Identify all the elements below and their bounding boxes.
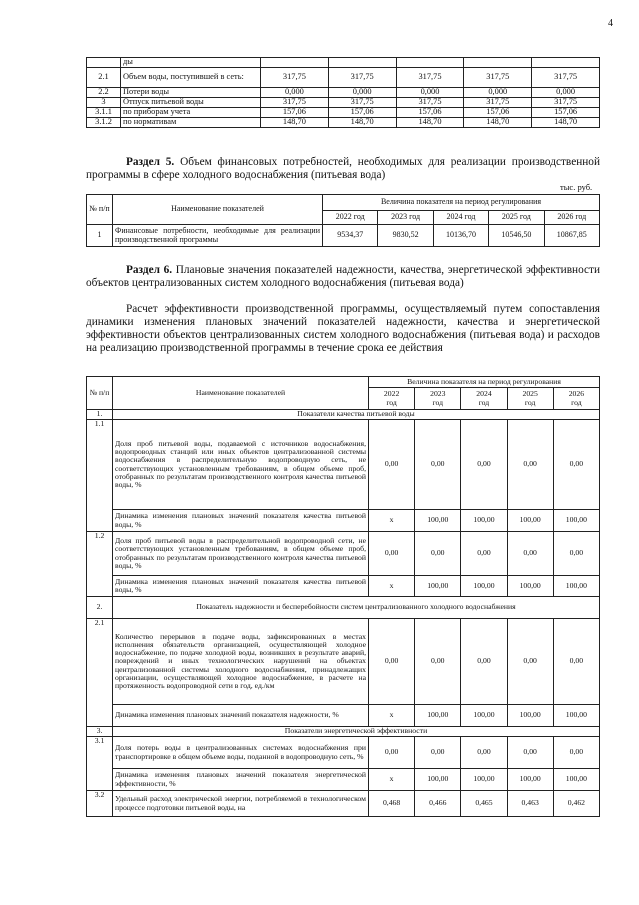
cell-value: 0,000 — [532, 88, 600, 98]
cell-value: 317,75 — [328, 98, 396, 108]
cell-value: 0,00 — [507, 619, 553, 705]
cell-value: 0,00 — [553, 737, 599, 769]
table-row — [87, 510, 600, 532]
table-row — [87, 410, 600, 420]
section6-label: Раздел 6. — [126, 264, 173, 276]
section5-title: Объем финансовых потребностей, необходимых для реализации производственной программы в сфере холодного водоснабжения (питьевая вода) — [86, 156, 600, 181]
section-number: 1. — [87, 410, 113, 420]
cell-value: 0,00 — [553, 420, 599, 510]
cell-value: 0,00 — [369, 619, 415, 705]
t2-year: 2026 год — [544, 211, 599, 225]
table-row — [87, 58, 600, 68]
units-label: тыс. руб. — [560, 182, 593, 192]
row-name: Потери воды — [121, 88, 261, 98]
cell-value — [261, 58, 329, 68]
cell-value: 148,70 — [464, 118, 532, 128]
cell-value: 100,00 — [553, 510, 599, 532]
table-row — [87, 619, 600, 705]
section5-label: Раздел 5. — [126, 156, 175, 168]
cell-value: 317,75 — [261, 68, 329, 88]
cell-value: 0,00 — [507, 420, 553, 510]
cell-value: 9830,52 — [378, 225, 433, 247]
cell-value — [532, 58, 600, 68]
t3-year: 2023 год — [415, 388, 461, 410]
row-name: Динамика изменения плановых значений показателя качества питьевой воды, % — [113, 510, 369, 532]
cell-value: 0,00 — [461, 532, 507, 576]
row-number: 2.1 — [87, 619, 113, 727]
cell-value: 0,462 — [553, 791, 599, 817]
section-number: 3. — [87, 727, 113, 737]
t3-header-value: Величина показателя на период регулирования — [369, 377, 600, 388]
cell-value: 0,463 — [507, 791, 553, 817]
cell-value: 0,00 — [415, 420, 461, 510]
row-name: Финансовые потребности, необходимые для реализации производственной программы — [113, 225, 323, 247]
cell-value: 100,00 — [461, 769, 507, 791]
cell-value: 9534,37 — [323, 225, 378, 247]
t3-year: 2026 год — [553, 388, 599, 410]
table-row — [87, 98, 600, 108]
t2-year: 2022 год — [323, 211, 378, 225]
cell-value: 0,000 — [464, 88, 532, 98]
cell-value: 0,00 — [369, 532, 415, 576]
table-row — [87, 737, 600, 769]
cell-value: 317,75 — [532, 98, 600, 108]
cell-value: 317,75 — [464, 98, 532, 108]
table-row — [87, 88, 600, 98]
row-name: Количество перерывов в подаче воды, зафиксированных в местах исполнения обязательств организацией, осуществляющей холодное водоснабжение, по подаче холодной воды, возникших в результате аварий, повреждений и иных технологических нарушений на объектах централизованной системы холодного водоснабжения, принадлежащих организации, осуществляющей холодное водоснабжение, в расчете на протяженность водопроводной сети в год, ед./км — [113, 619, 369, 705]
table-row — [87, 769, 600, 791]
table-row — [87, 532, 600, 576]
indicators-table — [86, 376, 600, 817]
table-row — [87, 705, 600, 727]
cell-value: 0,466 — [415, 791, 461, 817]
section6-heading — [86, 264, 600, 290]
cell-value: 0,00 — [369, 737, 415, 769]
cell-value: 0,00 — [507, 737, 553, 769]
t3-year: 2024 год — [461, 388, 507, 410]
row-name: ды — [121, 58, 261, 68]
row-name: Доля проб питьевой воды, подаваемой с источников водоснабжения, водопроводных станций или иных объектов централизованной системы водоснабжения в распределительную водопроводную сеть, не соответствующих установленным требованиям, в общем объеме проб, отобранных по результатам производственного контроля качества питьевой воды, % — [113, 420, 369, 510]
row-name: Отпуск питьевой воды — [121, 98, 261, 108]
cell-value: 317,75 — [532, 68, 600, 88]
cell-value: 317,75 — [396, 98, 464, 108]
cell-value: 0,000 — [396, 88, 464, 98]
cell-value: 100,00 — [507, 576, 553, 597]
cell-value: 100,00 — [415, 510, 461, 532]
cell-value: 0,465 — [461, 791, 507, 817]
cell-value: 100,00 — [507, 769, 553, 791]
row-number: 3.1.2 — [87, 118, 121, 128]
t2-year: 2023 год — [378, 211, 433, 225]
t2-year: 2025 год — [489, 211, 544, 225]
row-name: Динамика изменения плановых значений показателя энергетической эффективности, % — [113, 769, 369, 791]
table-row — [87, 791, 600, 817]
cell-value: 148,70 — [328, 118, 396, 128]
cell-value: 10136,70 — [433, 225, 488, 247]
row-name: по приборам учета — [121, 108, 261, 118]
table-row — [87, 118, 600, 128]
cell-value: 317,75 — [328, 68, 396, 88]
cell-value: 0,00 — [415, 619, 461, 705]
cell-value: 317,75 — [464, 68, 532, 88]
cell-value: 157,06 — [328, 108, 396, 118]
section6-title: Плановые значения показателей надежности, качества, энергетической эффективности объектов централизованных систем холодного водоснабжения (питьевая вода) — [86, 264, 600, 289]
table-row — [87, 727, 600, 737]
section-title: Показатели качества питьевой воды — [113, 410, 600, 420]
cell-value: 100,00 — [553, 705, 599, 727]
cell-value: 10867,85 — [544, 225, 599, 247]
cell-value: 100,00 — [461, 705, 507, 727]
cell-value: 0,00 — [415, 737, 461, 769]
t2-year: 2024 год — [433, 211, 488, 225]
row-number: 3.2 — [87, 791, 113, 817]
section6-paragraph: Расчет эффективности производственной программы, осуществляемый путем сопоставления динамики изменения плановых значений показателей надежности, качества и энергетической эффективности объектов централизованных систем холодного водоснабжения (питьевая вода) и расходов на реализацию производственной программы в течение срока ее действия — [86, 303, 600, 354]
row-name: Доля потерь воды в централизованных системах водоснабжения при транспортировке в общем объеме воды, поданной в водопроводную сеть, % — [113, 737, 369, 769]
cell-value: 0,00 — [461, 420, 507, 510]
financial-needs-table — [86, 194, 600, 247]
row-number: 1 — [87, 225, 113, 247]
cell-value: 0,00 — [461, 619, 507, 705]
row-number: 2.1 — [87, 68, 121, 88]
cell-value — [396, 58, 464, 68]
cell-value: 0,00 — [369, 420, 415, 510]
table-row — [87, 68, 600, 88]
t2-header-value: Величина показателя на период регулирования — [323, 195, 600, 211]
row-name: по нормативам — [121, 118, 261, 128]
cell-value: х — [369, 769, 415, 791]
row-name: Объем воды, поступившей в сеть: — [121, 68, 261, 88]
t3-header-name: Наименование показателей — [113, 377, 369, 410]
row-number: 3.1 — [87, 737, 113, 791]
cell-value: 0,00 — [507, 532, 553, 576]
cell-value: 157,06 — [396, 108, 464, 118]
t3-header-num: № п/п — [87, 377, 113, 410]
cell-value: 317,75 — [261, 98, 329, 108]
t2-header-name: Наименование показателей — [113, 195, 323, 225]
cell-value: 100,00 — [507, 705, 553, 727]
row-number — [87, 58, 121, 68]
cell-value: 100,00 — [507, 510, 553, 532]
table-row — [87, 576, 600, 597]
row-number: 3.1.1 — [87, 108, 121, 118]
section-title: Показатели энергетической эффективности — [113, 727, 600, 737]
page-number: 4 — [608, 18, 613, 29]
cell-value: 0,00 — [553, 619, 599, 705]
row-number: 2.2 — [87, 88, 121, 98]
cell-value: 100,00 — [553, 576, 599, 597]
t2-header-num: № п/п — [87, 195, 113, 225]
t3-year: 2022 год — [369, 388, 415, 410]
table-row — [87, 597, 600, 619]
t3-year: 2025 год — [507, 388, 553, 410]
row-name: Динамика изменения плановых значений показателя надежности, % — [113, 705, 369, 727]
cell-value — [464, 58, 532, 68]
section-number: 2. — [87, 597, 113, 619]
cell-value: х — [369, 705, 415, 727]
row-number: 1.1 — [87, 420, 113, 532]
cell-value: 148,70 — [261, 118, 329, 128]
cell-value: 157,06 — [261, 108, 329, 118]
cell-value: 148,70 — [532, 118, 600, 128]
row-name: Удельный расход электрической энергии, потребляемой в технологическом процессе подготовки питьевой воды, на — [113, 791, 369, 817]
row-name: Доля проб питьевой воды в распределительной водопроводной сети, не соответствующих установленным требованиям, в общем объеме проб, отобранных по результатам производственного контроля качества питьевой воды, % — [113, 532, 369, 576]
cell-value: 100,00 — [461, 510, 507, 532]
cell-value: 100,00 — [415, 769, 461, 791]
cell-value — [328, 58, 396, 68]
cell-value: 0,000 — [328, 88, 396, 98]
section5-heading — [86, 156, 600, 182]
cell-value: 100,00 — [415, 705, 461, 727]
cell-value: 157,06 — [532, 108, 600, 118]
table-row — [87, 420, 600, 510]
row-number: 3 — [87, 98, 121, 108]
cell-value: 0,00 — [553, 532, 599, 576]
cell-value: х — [369, 510, 415, 532]
cell-value: х — [369, 576, 415, 597]
cell-value: 100,00 — [415, 576, 461, 597]
cell-value: 0,000 — [261, 88, 329, 98]
cell-value: 157,06 — [464, 108, 532, 118]
cell-value: 0,00 — [415, 532, 461, 576]
cell-value: 148,70 — [396, 118, 464, 128]
cell-value: 100,00 — [553, 769, 599, 791]
cell-value: 100,00 — [461, 576, 507, 597]
table-row — [87, 108, 600, 118]
cell-value: 10546,50 — [489, 225, 544, 247]
cell-value: 0,00 — [461, 737, 507, 769]
row-name: Динамика изменения плановых значений показателя качества питьевой воды, % — [113, 576, 369, 597]
cell-value: 0,468 — [369, 791, 415, 817]
row-number: 1.2 — [87, 532, 113, 597]
water-balance-table — [86, 57, 600, 128]
section-title: Показатель надежности и бесперебойности систем централизованного холодного водоснабжения — [113, 597, 600, 619]
table-row — [87, 225, 600, 247]
cell-value: 317,75 — [396, 68, 464, 88]
